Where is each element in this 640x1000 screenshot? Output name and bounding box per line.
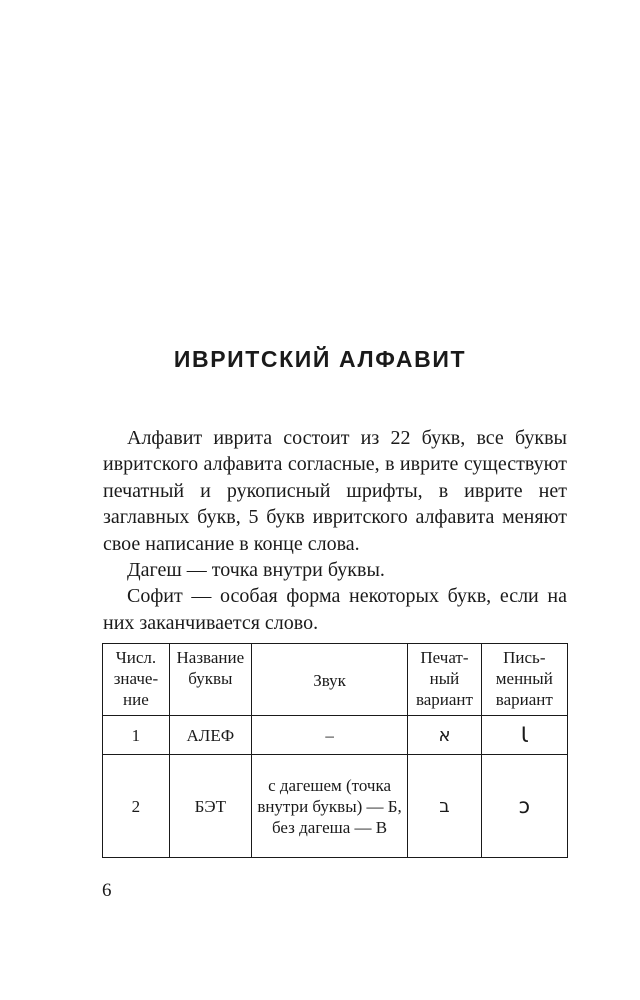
header-printed-variant: Печатный вариант <box>408 644 481 716</box>
paragraph-alphabet-description: Алфавит иврита состоит из 22 букв, все буквы ивритского алфавита согласные, в иврите существуют печатный и рукописный шрифты, в иврите нет заглавных букв, 5 букв ивритского алфавита меняют свое написание в конце слова. <box>103 427 567 555</box>
intro-text <box>103 425 567 636</box>
header-number-value: Числ. значение <box>103 644 170 716</box>
cell-number: 1 <box>103 716 170 755</box>
header-letter-name: Название буквы <box>169 644 251 716</box>
header-written-variant: Письменный вариант <box>481 644 567 716</box>
hebrew-alphabet-table <box>102 643 568 858</box>
cell-sound: – <box>251 716 408 755</box>
cell-written-glyph: ɔ <box>481 755 567 858</box>
cell-printed-glyph: א <box>408 716 481 755</box>
table-row <box>103 716 568 755</box>
cell-sound: с дагешем (точка внутри буквы) — Б, без дагеша — В <box>251 755 408 858</box>
header-sound: Звук <box>251 644 408 716</box>
page-number: 6 <box>102 880 112 901</box>
table-header-row <box>103 644 568 716</box>
paragraph-sofit-definition: Софит — особая форма некоторых букв, если на них заканчивается слово. <box>103 585 567 634</box>
page-title: ИВРИТСКИЙ АЛФАВИТ <box>173 346 467 372</box>
paragraph-dagesh-definition: Дагеш — точка внутри буквы. <box>127 559 385 582</box>
cell-letter-name: АЛЕФ <box>169 716 251 755</box>
table-row <box>103 755 568 858</box>
cell-written-glyph: Ɩ <box>481 716 567 755</box>
cell-letter-name: БЭТ <box>169 755 251 858</box>
cell-number: 2 <box>103 755 170 858</box>
cell-printed-glyph: ב <box>408 755 481 858</box>
